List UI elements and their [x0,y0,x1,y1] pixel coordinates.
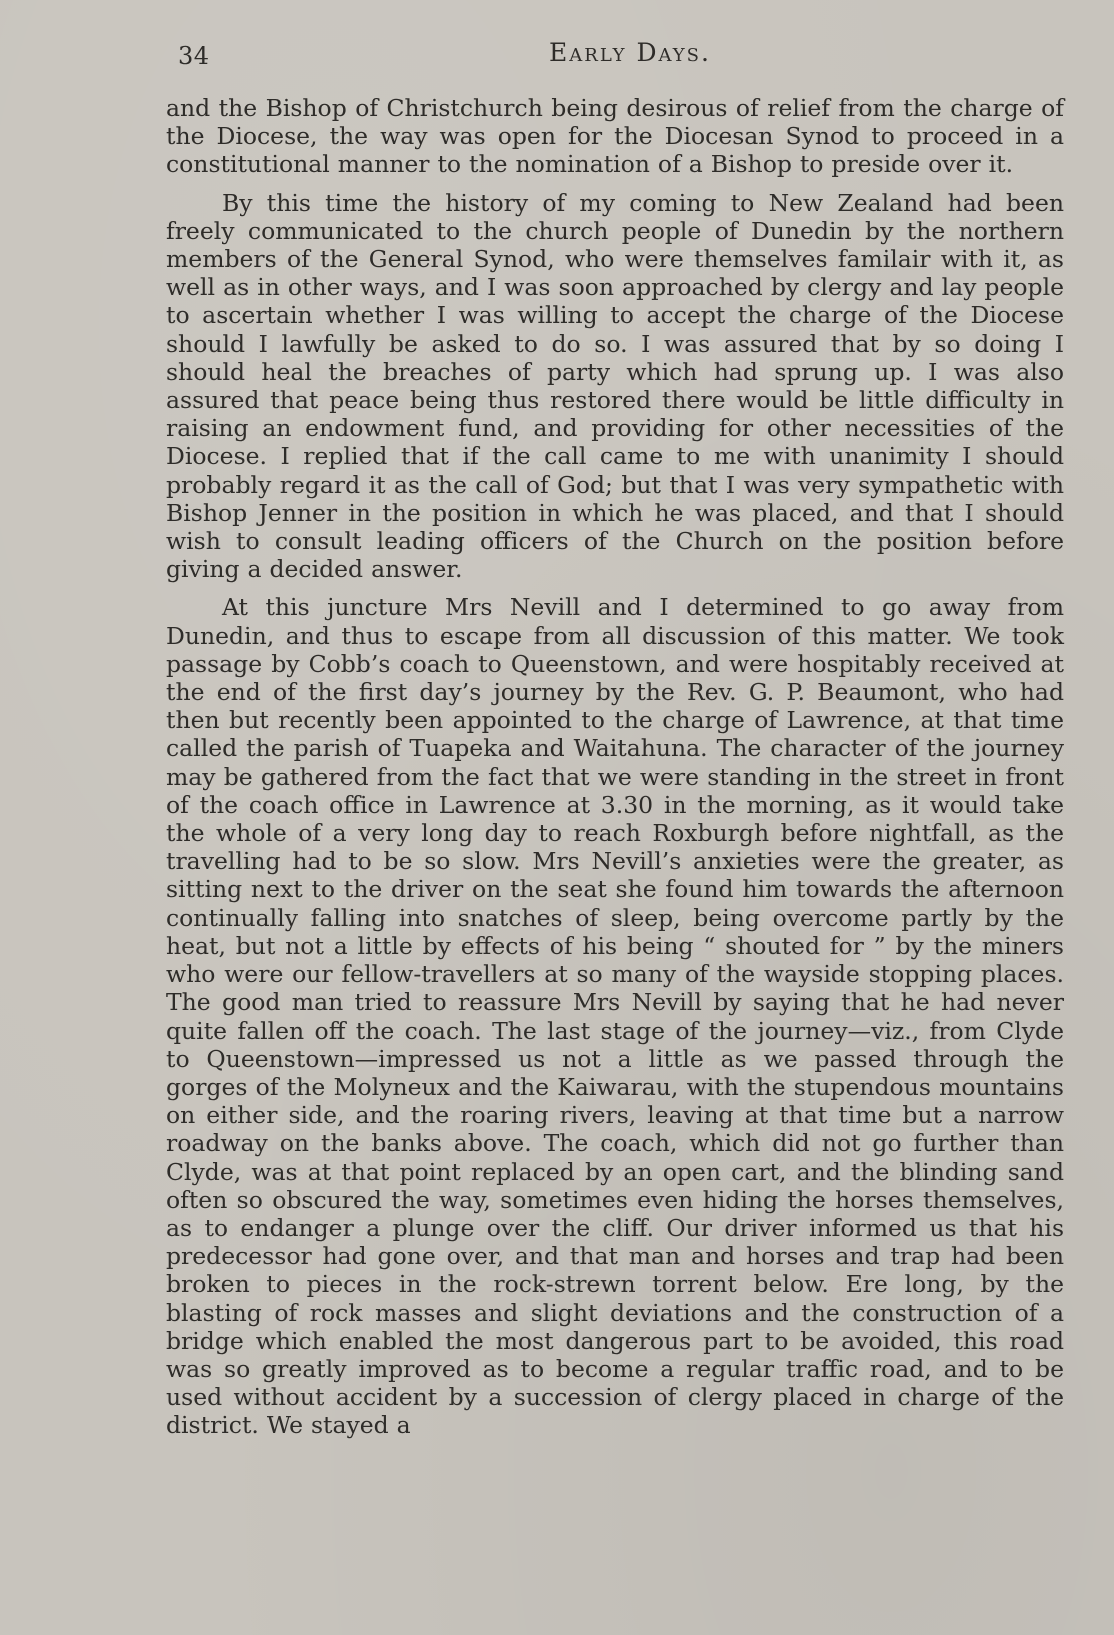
paragraph-continuation: and the Bishop of Christchurch being desirous of relief from the charge of the Diocese, the way was open for the Diocesan Synod to proceed in a constitutional manner to the nomination of a Bishop to preside over it. [166,94,1064,179]
page-header [178,34,1072,74]
page-number: 34 [178,42,210,70]
body-text [166,94,1064,1450]
running-head: Early Days. [549,38,711,67]
paragraph-synod-approach: By this time the history of my coming to New Zealand had been freely communicated to the church people of Dunedin by the northern members of the General Synod, who were themselves familair with it, as well as in other ways, and I was soon approached by clergy and lay people to ascertain whether I was willing to accept the charge of the Diocese should I lawfully be asked to do so. I was assured that by so doing I should heal the breaches of party which had sprung up. I was also assured that peace being thus restored there would be little difficulty in raising an endowment fund, and providing for other necessities of the Diocese. I replied that if the call came to me with unanimity I should probably regard it as the call of God; but that I was very sympathetic with Bishop Jenner in the position in which he was placed, and that I should wish to consult leading officers of the Church on the position before giving a decided answer. [166,188,1064,584]
paragraph-journey: At this juncture Mrs Nevill and I determined to go away from Dunedin, and thus to escape from all discussion of this matter. We took passage by Cobb’s coach to Queenstown, and were hospitably received at the end of the first day’s journey by the Rev. G. P. Beaumont, who had then but recently been appointed to the charge of Lawrence, at that time called the parish of Tuapeka and Waitahuna. The character of the journey may be gathered from the fact that we were standing in the street in front of the coach office in Lawrence at 3.30 in the morning, as it would take the whole of a very long day to reach Roxburgh before nightfall, as the travelling had to be so slow. Mrs Nevill’s anxieties were the greater, as sitting next to the driver on the seat she found him towards the afternoon continually falling into snatches of sleep, being overcome partly by the heat, but not a little by effects of his being “ shouted for ” by the miners who were our fellow-travellers at so many of the wayside stopping places. The good man tried to reassure Mrs Nevill by saying that he had never quite fallen off the coach. The last stage of the journey—viz., from Clyde to Queenstown—impressed us not a little as we passed through the gorges of the Molyneux and the Kaiwarau, with the stupendous mountains on either side, and the roaring rivers, leaving at that time but a narrow roadway on the banks above. The coach, which did not go further than Clyde, was at that point replaced by an open cart, and the blinding sand often so obscured the way, sometimes even hiding the horses themselves, as to endanger a plunge over the cliff. Our driver informed us that his predecessor had gone over, and that man and horses and trap had been broken to pieces in the rock-strewn torrent below. Ere long, by the blasting of rock masses and slight deviations and the construction of a bridge which enabled the most dangerous part to be avoided, this road was so greatly improved as to become a regular traffic road, and to be used without accident by a succession of clergy placed in charge of the district. We stayed a [166,593,1064,1440]
